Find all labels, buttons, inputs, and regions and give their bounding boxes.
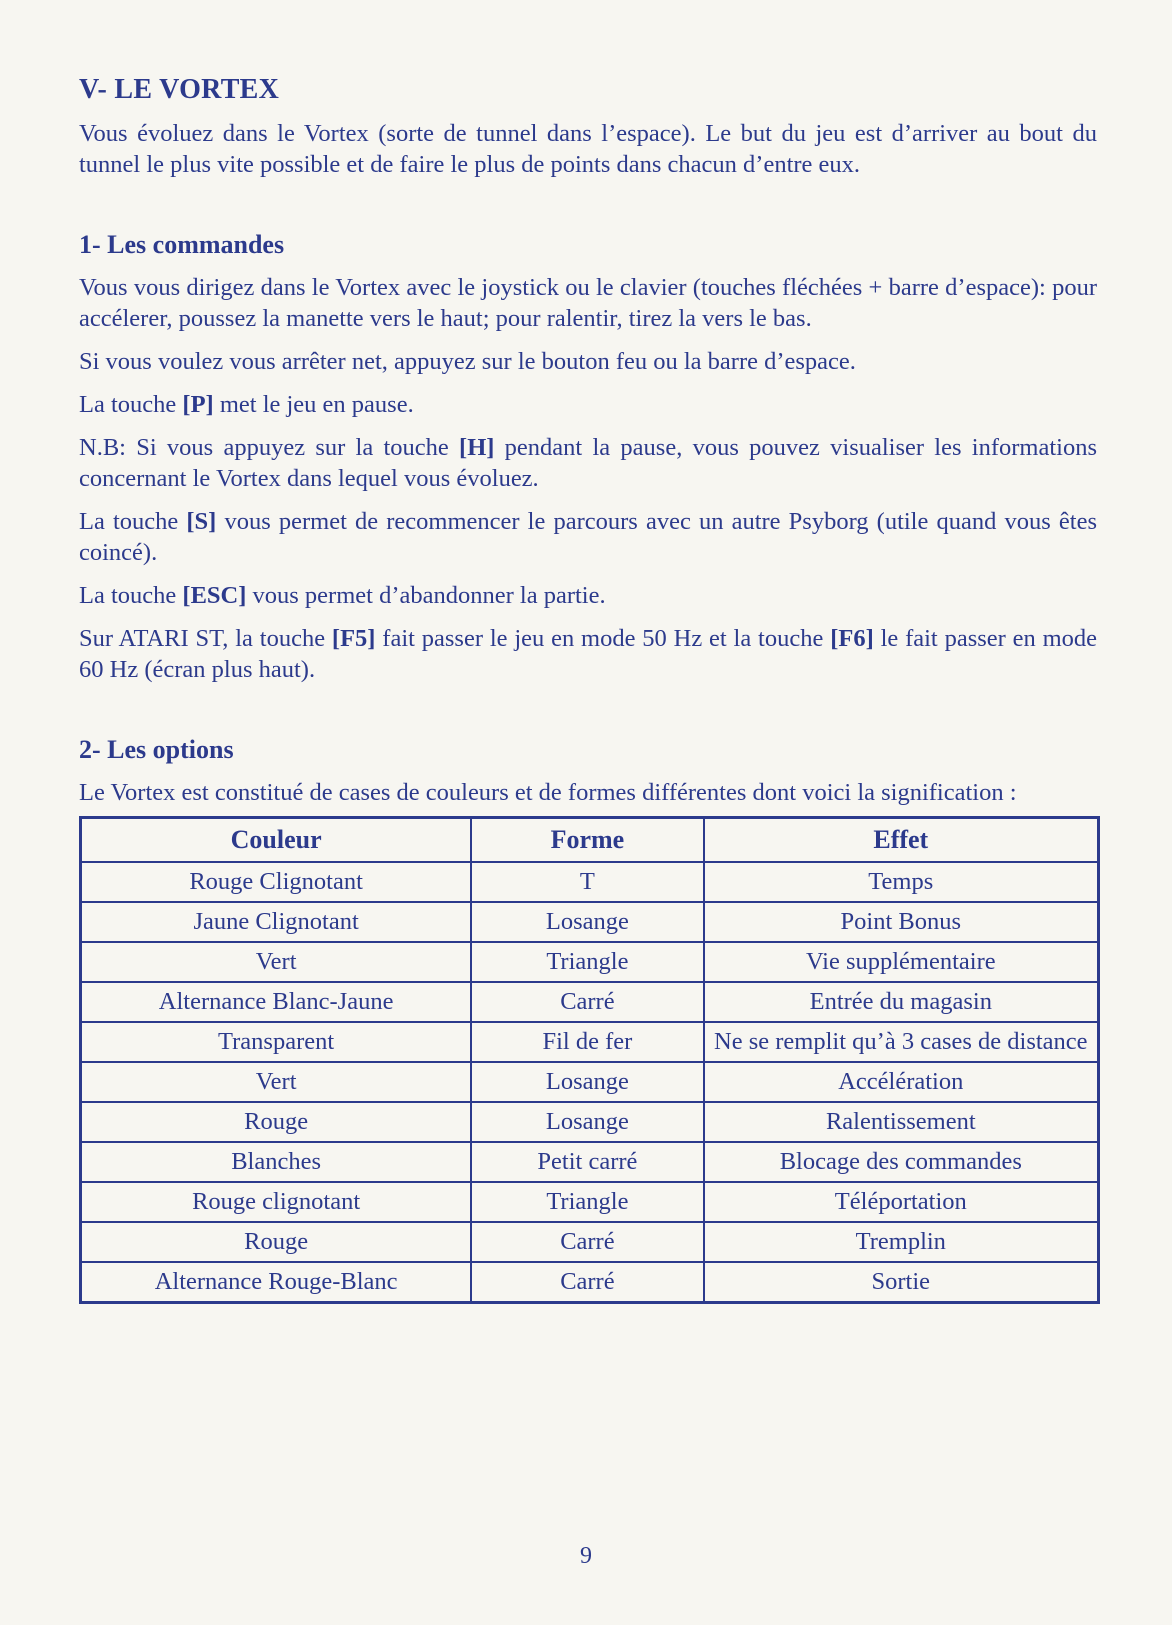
cell-effet: Sortie — [704, 1262, 1099, 1303]
header-effet: Effet — [704, 818, 1099, 863]
commands-paragraph-5 — [79, 506, 1097, 568]
text: Sur ATARI ST, la touche — [79, 625, 332, 652]
table-body — [81, 862, 1099, 1303]
table-row — [81, 942, 1099, 982]
cell-forme: Fil de fer — [471, 1022, 703, 1062]
cell-couleur: Vert — [81, 1062, 472, 1102]
text: La touche — [79, 582, 183, 609]
text: met le jeu en pause. — [213, 391, 414, 418]
cell-effet: Tremplin — [704, 1222, 1099, 1262]
cell-effet: Ralentissement — [704, 1102, 1099, 1142]
key-f6: [F6] — [830, 625, 874, 652]
text: fait passer le jeu en mode 50 Hz et la touche — [375, 625, 831, 652]
cell-couleur: Alternance Blanc-Jaune — [81, 982, 472, 1022]
cell-effet: Accélération — [704, 1062, 1099, 1102]
commands-heading: 1- Les commandes — [79, 230, 285, 259]
header-couleur: Couleur — [81, 818, 472, 863]
commands-paragraph-6 — [79, 580, 1097, 611]
cell-couleur: Transparent — [81, 1022, 472, 1062]
cell-forme: Carré — [471, 982, 703, 1022]
cell-effet: Blocage des commandes — [704, 1142, 1099, 1182]
cell-effet: Point Bonus — [704, 902, 1099, 942]
page-content — [79, 74, 1097, 1304]
cell-couleur: Rouge — [81, 1102, 472, 1142]
key-s: [S] — [186, 508, 217, 535]
table-row — [81, 1182, 1099, 1222]
table-row — [81, 862, 1099, 902]
table-row — [81, 1262, 1099, 1303]
commands-paragraph-2: Si vous voulez vous arrêter net, appuyez sur le bouton feu ou la barre d’espace. — [79, 348, 856, 375]
table-row — [81, 1222, 1099, 1262]
cell-couleur: Vert — [81, 942, 472, 982]
cell-forme: Losange — [471, 902, 703, 942]
cell-couleur: Rouge clignotant — [81, 1182, 472, 1222]
commands-paragraph-1: Vous vous dirigez dans le Vortex avec le joystick ou le clavier (touches fléchées + barre d’espace): pour accélerer, poussez la manette vers le haut; pour ralentir, tirez la vers le bas. — [79, 274, 1097, 332]
commands-paragraph-3 — [79, 389, 1097, 420]
cell-couleur: Blanches — [81, 1142, 472, 1182]
cell-forme: T — [471, 862, 703, 902]
cell-effet: Entrée du magasin — [704, 982, 1099, 1022]
text: La touche — [79, 391, 183, 418]
header-forme: Forme — [471, 818, 703, 863]
commands-paragraph-7 — [79, 623, 1097, 685]
text: pendant la pause, vous pouvez visualiser les informations concernant le Vortex dans lequel vous évoluez. — [79, 434, 1097, 492]
cell-forme: Petit carré — [471, 1142, 703, 1182]
cell-forme: Losange — [471, 1102, 703, 1142]
cell-forme: Triangle — [471, 1182, 703, 1222]
cell-effet: Ne se remplit qu’à 3 cases de distance — [704, 1022, 1099, 1062]
text: N.B: Si vous appuyez sur la touche — [79, 434, 460, 461]
section-heading: V- LE VORTEX — [79, 74, 280, 105]
cell-forme: Carré — [471, 1262, 703, 1303]
text: La touche — [79, 508, 187, 535]
table-row — [81, 1142, 1099, 1182]
table-row — [81, 982, 1099, 1022]
cell-couleur: Rouge — [81, 1222, 472, 1262]
key-f5: [F5] — [331, 625, 376, 652]
cell-effet: Temps — [704, 862, 1099, 902]
text: le fait passer en mode 60 Hz (écran plus haut). — [79, 625, 1098, 683]
key-esc: [ESC] — [182, 582, 247, 609]
cell-effet: Vie supplémentaire — [704, 942, 1099, 982]
cell-couleur: Rouge Clignotant — [81, 862, 472, 902]
table-row — [81, 902, 1099, 942]
key-h: [H] — [459, 434, 495, 461]
options-intro: Le Vortex est constitué de cases de couleurs et de formes différentes dont voici la signification : — [79, 779, 1017, 806]
table-row — [81, 1022, 1099, 1062]
cell-forme: Triangle — [471, 942, 703, 982]
table-header-row — [81, 818, 1099, 863]
text: vous permet de recommencer le parcours avec un autre Psyborg (utile quand vous êtes coincé). — [79, 508, 1097, 566]
cell-forme: Losange — [471, 1062, 703, 1102]
cell-effet: Téléportation — [704, 1182, 1099, 1222]
intro-paragraph: Vous évoluez dans le Vortex (sorte de tunnel dans l’espace). Le but du jeu est d’arriver au bout du tunnel le plus vite possible et de faire le plus de points dans chacun d’entre eux. — [79, 120, 1097, 178]
options-table — [79, 816, 1100, 1304]
page-number: 9 — [580, 1543, 592, 1569]
cell-couleur: Jaune Clignotant — [81, 902, 472, 942]
options-heading: 2- Les options — [79, 735, 234, 764]
text: vous permet d’abandonner la partie. — [246, 582, 606, 609]
cell-couleur: Alternance Rouge-Blanc — [81, 1262, 472, 1303]
table-row — [81, 1062, 1099, 1102]
table-row — [81, 1102, 1099, 1142]
key-p: [P] — [182, 391, 214, 418]
commands-paragraph-4 — [79, 432, 1097, 494]
cell-forme: Carré — [471, 1222, 703, 1262]
